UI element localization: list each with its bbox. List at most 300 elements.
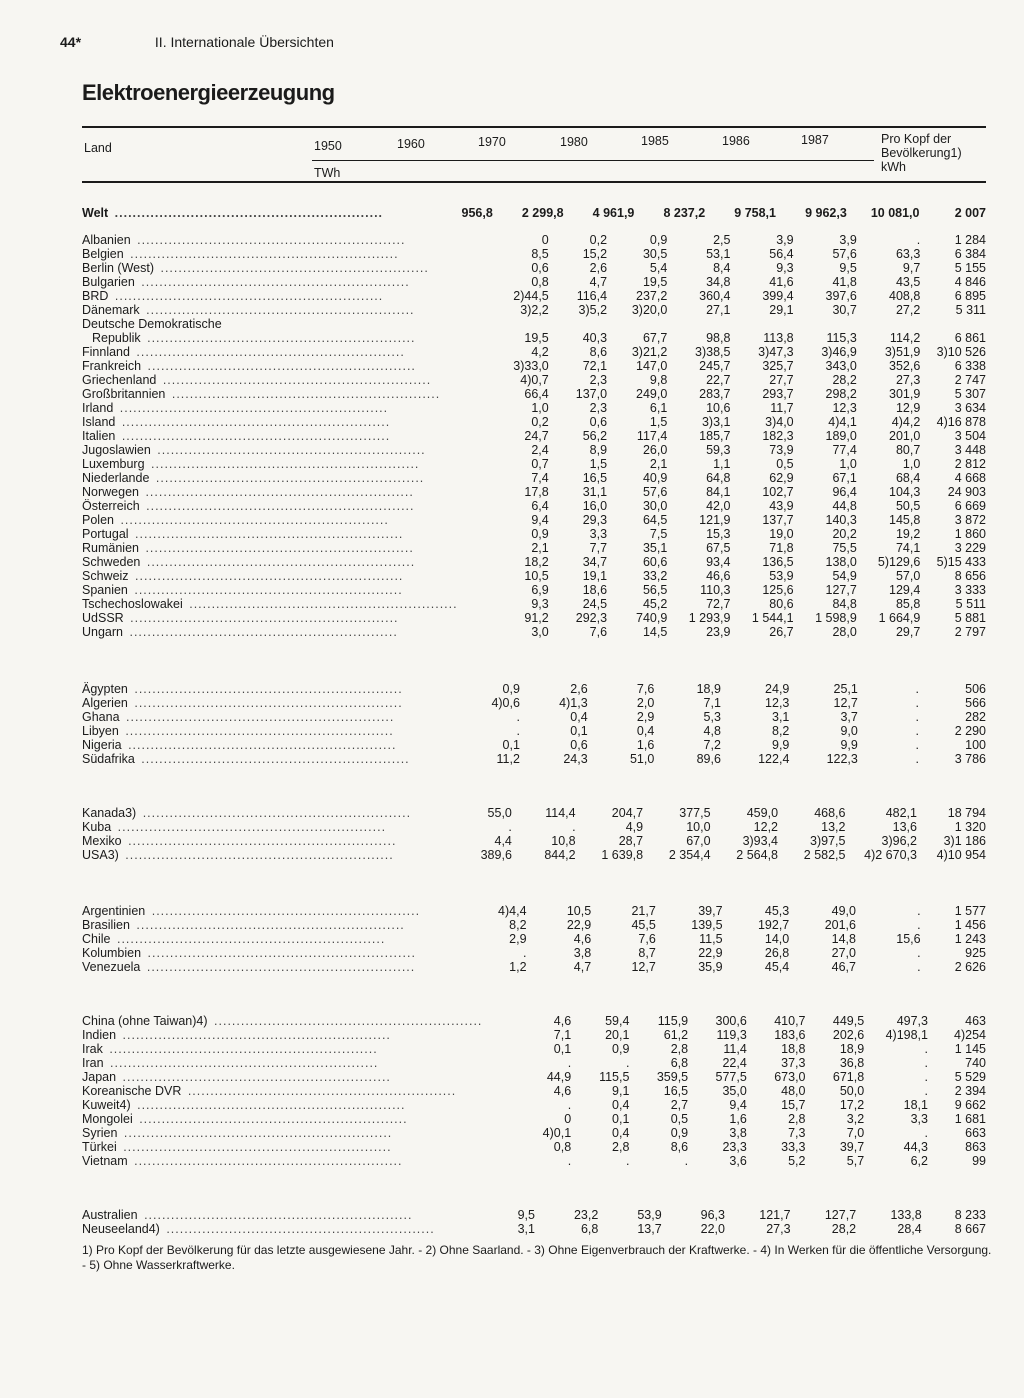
value-cell-1960: 0,4 (612, 1098, 630, 1112)
country-cell (82, 415, 458, 429)
country-cell (82, 597, 458, 611)
value-cell-1985: 325,7 (762, 359, 794, 373)
leader-dots: ............................................................ (123, 834, 397, 848)
value-cell-1980: 46,6 (706, 569, 731, 583)
value-cell-1960: 2,6 (570, 682, 588, 696)
value-cell-1980: 360,4 (699, 289, 731, 303)
value-cell-1985: 43,9 (769, 499, 794, 513)
value-cell-1960: 116,4 (576, 289, 608, 303)
value-cell-1980: 1 293,9 (688, 611, 731, 625)
value-cell-1986: 115,3 (826, 331, 857, 345)
value-cell-1986: 189,0 (825, 429, 857, 443)
table-row (82, 904, 986, 918)
value-cell-1980: 22,4 (722, 1056, 747, 1070)
value-cell-1985: 26,8 (764, 946, 790, 960)
value-cell-1985: 41,6 (769, 275, 794, 289)
leader-dots: ............................................................ (129, 1154, 403, 1168)
value-cell-1960: . (572, 820, 576, 834)
value-cell-1987: . (915, 710, 919, 724)
value-cell-1980: 3,8 (729, 1126, 747, 1140)
table-row (82, 527, 986, 541)
leader-dots: ............................................................ (134, 1112, 408, 1126)
value-cell-1960: 3,3 (589, 527, 608, 541)
value-cell-1970: 2,1 (649, 457, 668, 471)
value-cell-1987: 5)129,6 (877, 555, 921, 569)
country-cell (82, 527, 458, 541)
value-cell-1950: 91,2 (524, 611, 549, 625)
leader-dots: ............................................................ (140, 485, 414, 499)
value-cell-1985: 80,6 (769, 597, 794, 611)
table-row (82, 513, 986, 527)
value-cell-1980: 1,6 (729, 1112, 747, 1126)
value-cell-1950: 2,1 (531, 541, 549, 555)
leader-dots: ............................................................ (139, 1208, 413, 1222)
leader-dots: ............................................................ (147, 904, 421, 918)
value-cell-1987: 6,2 (910, 1154, 928, 1168)
value-cell-1986: 41,8 (832, 275, 857, 289)
value-cell-1987: 28,4 (897, 1222, 922, 1236)
leader-dots: ............................................................ (141, 303, 415, 317)
value-cell-1986: 140,3 (825, 513, 857, 527)
value-cell-1985: 102,7 (762, 485, 794, 499)
value-cell-1980: 8 237,2 (663, 206, 706, 220)
value-cell-1985: 11,7 (770, 401, 794, 415)
value-cell-1985: 14,0 (764, 932, 790, 946)
country-cell (82, 710, 410, 724)
leader-dots: ............................................................ (142, 555, 416, 569)
value-cell-1986: 127,7 (825, 583, 857, 597)
value-cell-per-capita: 1 456 (954, 918, 986, 932)
value-cell-per-capita: 2 394 (954, 1084, 986, 1098)
country-name: Polen (82, 513, 114, 527)
value-cell-1987: 352,6 (889, 359, 921, 373)
value-cell-1980: 59,3 (706, 443, 731, 457)
value-cell-1985: 9,3 (776, 261, 794, 275)
leader-dots: ............................................................ (113, 820, 387, 834)
country-cell (82, 1140, 482, 1154)
value-cell-1970: 33,2 (642, 569, 668, 583)
country-name: Kuweit4) (82, 1098, 131, 1112)
value-cell-1980: 9,4 (729, 1098, 747, 1112)
country-name: Australien (82, 1208, 138, 1222)
country-cell (82, 331, 458, 345)
value-cell-1987: 18,1 (903, 1098, 928, 1112)
value-cell-1980: 7,2 (703, 738, 721, 752)
leader-dots: ............................................................ (151, 471, 425, 485)
table-row (82, 247, 986, 261)
value-cell-1970: 8,7 (638, 946, 656, 960)
country-name: Griechenland (82, 373, 157, 387)
country-name: Tschechoslowakei (82, 597, 183, 611)
value-cell-per-capita: 1 681 (954, 1112, 986, 1126)
value-cell-1970 (607, 317, 667, 331)
country-cell (82, 1154, 482, 1168)
country-name: China (ohne Taiwan)4) (82, 1014, 208, 1028)
table-row (82, 1154, 986, 1168)
header-year-1986: 1986 (722, 134, 750, 148)
value-cell-1986: 138,0 (825, 555, 857, 569)
value-cell-1960: 2 299,8 (521, 206, 564, 220)
country-name: Japan (82, 1070, 117, 1084)
value-cell-1950: 4)0,6 (491, 696, 520, 710)
value-cell-1960: 8,9 (589, 443, 608, 457)
value-cell-1970: 8,6 (670, 1140, 689, 1154)
value-cell-per-capita: 1 860 (954, 527, 986, 541)
value-cell-1985: 399,4 (762, 289, 794, 303)
value-cell-per-capita: 463 (965, 1014, 986, 1028)
table-row (82, 499, 986, 513)
value-cell-1960: 1,5 (589, 457, 608, 471)
country-name: Kanada3) (82, 806, 137, 820)
value-cell-1970: 53,9 (637, 1208, 662, 1222)
value-cell-1970: 7,6 (638, 932, 656, 946)
value-cell-1950: 8,2 (509, 918, 527, 932)
table-row (82, 1084, 986, 1098)
value-cell-1970: 21,7 (631, 904, 656, 918)
value-cell-1987: 1,0 (902, 457, 921, 471)
value-cell-1985: 8,2 (772, 724, 790, 738)
country-name: Spanien (82, 583, 128, 597)
value-cell-per-capita: 2 797 (954, 625, 986, 639)
country-cell (82, 429, 458, 443)
country-cell (82, 1112, 482, 1126)
g3-table (82, 806, 986, 862)
value-cell-1987: 129,4 (889, 583, 921, 597)
country-name: Portugal (82, 527, 129, 541)
value-cell-per-capita: 3 504 (954, 429, 986, 443)
table-row (82, 429, 986, 443)
value-cell-1950: 0,6 (531, 261, 549, 275)
value-cell-1960: 72,1 (582, 359, 608, 373)
value-cell-1980: 10,0 (686, 820, 711, 834)
leader-dots: ............................................................ (117, 415, 391, 429)
value-cell-1980: 7,1 (703, 696, 721, 710)
value-cell-1970: 2,7 (670, 1098, 689, 1112)
value-cell-1986: 67,1 (832, 471, 857, 485)
value-cell-1970: 64,5 (642, 513, 668, 527)
value-cell-1970: 51,0 (629, 752, 655, 766)
value-cell-1970: 19,5 (642, 275, 668, 289)
value-cell-1980: 300,6 (715, 1014, 747, 1028)
value-cell-1950 (458, 317, 549, 331)
leader-dots: ............................................................ (104, 1042, 378, 1056)
value-cell-1960: 40,3 (582, 331, 608, 345)
value-cell-1986: 397,6 (825, 289, 857, 303)
value-cell-1950: 8,5 (531, 247, 549, 261)
value-cell-1950: 44,9 (546, 1070, 572, 1084)
country-cell (82, 946, 420, 960)
value-cell-1980: 93,4 (706, 555, 731, 569)
value-cell-1950: 17,8 (524, 485, 549, 499)
value-cell-per-capita: 3)10 526 (936, 345, 986, 359)
value-cell-1987: 19,2 (895, 527, 921, 541)
leader-dots: ............................................................ (129, 583, 403, 597)
value-cell-1985: 73,9 (769, 443, 794, 457)
country-cell (82, 1098, 482, 1112)
table-row (82, 611, 986, 625)
value-cell-1960: 844,2 (544, 848, 576, 862)
value-cell-1950: . (516, 710, 520, 724)
value-cell-per-capita: 5 881 (954, 611, 986, 625)
country-cell (82, 696, 410, 710)
value-cell-1950: 0,1 (502, 738, 520, 752)
value-cell-1985: 62,9 (769, 471, 794, 485)
value-cell-per-capita: 663 (965, 1126, 986, 1140)
country-name: Irak (82, 1042, 103, 1056)
country-cell (82, 738, 410, 752)
value-cell-1950: 6,4 (531, 499, 549, 513)
g6-table (82, 1208, 986, 1236)
value-cell-1987: . (915, 738, 919, 752)
value-cell-per-capita: 3 786 (954, 752, 986, 766)
value-cell-1970: 2,9 (636, 710, 655, 724)
leader-dots: ............................................................ (152, 443, 426, 457)
value-cell-1987: 4)4,2 (891, 415, 921, 429)
value-cell-1970: 204,7 (611, 806, 644, 820)
country-name: Belgien (82, 247, 124, 261)
value-cell-per-capita: 740 (965, 1056, 986, 1070)
value-cell-1970: 60,6 (642, 555, 668, 569)
value-cell-1986: 3)97,5 (810, 834, 846, 848)
value-cell-per-capita: 863 (965, 1140, 986, 1154)
value-cell-1987: 15,6 (896, 932, 921, 946)
g2-table (82, 682, 986, 766)
table-row (82, 1070, 986, 1084)
value-cell-1960: 6,8 (580, 1222, 599, 1236)
value-cell-1986: 671,8 (832, 1070, 865, 1084)
value-cell-1960: 16,0 (582, 499, 608, 513)
value-cell-1950: 4,4 (494, 834, 512, 848)
value-cell-1970: 30,0 (642, 499, 668, 513)
country-name: Niederlande (82, 471, 150, 485)
value-cell-1960: 34,7 (582, 555, 608, 569)
value-cell-per-capita: 2 290 (954, 724, 986, 738)
value-cell-1986: 77,4 (832, 443, 857, 457)
table-row (82, 625, 986, 639)
country-name: USA3) (82, 848, 119, 862)
leader-dots: ............................................................ (132, 1098, 406, 1112)
leader-dots: ............................................................ (146, 457, 420, 471)
value-cell-1986: 1 598,9 (815, 611, 857, 625)
value-cell-1980: 22,7 (706, 373, 731, 387)
value-cell-1950: 389,6 (480, 848, 512, 862)
value-cell-1980: 67,0 (686, 834, 711, 848)
value-cell-1960: 3)5,2 (578, 303, 608, 317)
country-cell (82, 1126, 482, 1140)
value-cell-1960: 7,6 (589, 625, 608, 639)
value-cell-1950: 18,2 (524, 555, 549, 569)
country-cell (82, 834, 411, 848)
country-cell (82, 485, 458, 499)
value-cell-1985: 2,8 (788, 1112, 806, 1126)
value-cell-per-capita: 5 529 (954, 1070, 986, 1084)
country-cell (82, 1014, 482, 1028)
value-cell-1950: . (508, 820, 512, 834)
value-cell-1987: 497,3 (896, 1014, 928, 1028)
value-cell-1970: 56,5 (642, 583, 668, 597)
value-cell-per-capita: 282 (965, 710, 986, 724)
value-cell-1987: 9,7 (902, 261, 921, 275)
value-cell-1985: 53,9 (769, 569, 794, 583)
value-cell-1970: 6,8 (670, 1056, 689, 1070)
value-cell-1980: 110,3 (700, 583, 731, 597)
value-cell-1986: 28,2 (832, 373, 857, 387)
value-cell-1986: 28,0 (832, 625, 857, 639)
value-cell-1970: 57,6 (642, 485, 668, 499)
value-cell-1950: 0,2 (531, 415, 549, 429)
value-cell-1960: 137,0 (575, 387, 608, 401)
country-cell (82, 457, 458, 471)
value-cell-1970: 13,7 (637, 1222, 662, 1236)
value-cell-1970: 28,7 (618, 834, 644, 848)
table-row (82, 303, 986, 317)
value-cell-per-capita: 6 384 (954, 247, 986, 261)
header-land: Land (84, 141, 112, 155)
value-cell-1987: 301,9 (889, 387, 921, 401)
value-cell-1950: 7,1 (553, 1028, 572, 1042)
value-cell-1987: 63,3 (895, 247, 921, 261)
value-cell-1950: 0 (564, 1112, 572, 1126)
value-cell-1986: 46,7 (831, 960, 856, 974)
country-name: Libyen (82, 724, 119, 738)
value-cell-1950: 3,0 (531, 625, 549, 639)
table-row (82, 806, 986, 820)
value-cell-1987: 104,3 (889, 485, 921, 499)
leader-dots: ............................................................ (184, 597, 458, 611)
value-cell-1986: 18,9 (839, 1042, 865, 1056)
value-cell-1985: 136,5 (762, 555, 794, 569)
country-cell (82, 401, 458, 415)
country-cell (82, 1028, 482, 1042)
value-cell-1980: 23,3 (722, 1140, 747, 1154)
value-cell-per-capita: 3)1 186 (943, 834, 986, 848)
value-cell-1987: 3)96,2 (881, 834, 917, 848)
value-cell-1960: 15,2 (582, 247, 608, 261)
value-cell-1987: 44,3 (903, 1140, 928, 1154)
value-cell-1970: 237,2 (636, 289, 668, 303)
value-cell-1987: 80,7 (895, 443, 921, 457)
value-cell-per-capita: 2 626 (954, 960, 986, 974)
value-cell-1987: . (917, 904, 921, 918)
value-cell-1950: 2,4 (531, 443, 549, 457)
value-cell-1980: 4,8 (703, 724, 721, 738)
value-cell-1986: 9,5 (839, 261, 857, 275)
value-cell-1986: 9,9 (840, 738, 858, 752)
value-cell-1985: 3,9 (776, 233, 794, 247)
value-cell-1950: 66,4 (524, 387, 549, 401)
value-cell-1980: 283,7 (699, 387, 731, 401)
leader-dots: ............................................................ (129, 696, 403, 710)
value-cell-1987 (857, 317, 920, 331)
value-cell-1970: 40,9 (642, 471, 668, 485)
table-row (82, 1056, 986, 1070)
value-cell-1950: 0 (541, 233, 549, 247)
table-row (82, 1222, 986, 1236)
country-cell (82, 443, 458, 457)
country-name: Mexiko (82, 834, 122, 848)
value-cell-1970: 35,1 (642, 541, 668, 555)
value-cell-1986: 20,2 (832, 527, 857, 541)
value-cell-1970: 45,5 (631, 918, 656, 932)
leader-dots: ............................................................ (119, 1126, 393, 1140)
value-cell-1970: 61,2 (663, 1028, 689, 1042)
value-cell-1980: 72,7 (706, 597, 731, 611)
country-name: Brasilien (82, 918, 130, 932)
value-cell-1950: 55,0 (487, 806, 512, 820)
g0-table (82, 206, 986, 220)
value-cell-1970: 1 639,8 (601, 848, 644, 862)
value-cell-per-capita: 506 (965, 682, 986, 696)
value-cell-1970: 359,5 (656, 1070, 689, 1084)
value-cell-1980: 245,7 (699, 359, 731, 373)
table-row (82, 918, 986, 932)
leader-dots: ............................................................ (183, 1084, 457, 1098)
value-cell-1950: 4,6 (553, 1014, 572, 1028)
leader-dots: ............................................................ (120, 724, 394, 738)
value-cell-1985: 45,4 (764, 960, 790, 974)
leader-dots: ............................................................ (115, 401, 389, 415)
value-cell-1960: 22,9 (566, 918, 592, 932)
table-row (82, 289, 986, 303)
value-cell-per-capita: 3 634 (954, 401, 986, 415)
value-cell-1985: 27,7 (769, 373, 794, 387)
value-cell-1970: 16,5 (663, 1084, 689, 1098)
value-cell-1986: 57,6 (832, 247, 857, 261)
header-per-capita-line2: Bevölkerung1) (881, 146, 962, 160)
value-cell-1986: 127,7 (824, 1208, 857, 1222)
country-cell (82, 820, 411, 834)
page-title: Elektroenergieerzeugung (82, 80, 335, 105)
value-cell-1987: . (917, 946, 921, 960)
value-cell-1980: 8,4 (713, 261, 731, 275)
value-cell-1980: 2 354,4 (668, 848, 711, 862)
value-cell-1960: 23,2 (573, 1208, 599, 1222)
leader-dots: ............................................................ (123, 738, 397, 752)
value-cell-1960 (549, 317, 607, 331)
value-cell-1986: 84,8 (832, 597, 857, 611)
value-cell-1985: 33,3 (781, 1140, 806, 1154)
leader-dots: ............................................................ (130, 569, 404, 583)
country-cell (82, 1070, 482, 1084)
leader-dots: ............................................................ (125, 611, 399, 625)
country-name: Bulgarien (82, 275, 135, 289)
country-cell (82, 724, 410, 738)
value-cell-1960: 0,6 (589, 415, 608, 429)
g1-table (82, 233, 986, 639)
value-cell-1985: 192,7 (757, 918, 790, 932)
value-cell-per-capita: 3 448 (954, 443, 986, 457)
leader-dots: ............................................................ (161, 1222, 435, 1236)
header-year-1985: 1985 (641, 134, 669, 148)
value-cell-per-capita: 8 656 (954, 569, 986, 583)
table-row (82, 932, 986, 946)
value-cell-1986: 12,7 (833, 696, 858, 710)
value-cell-1970: 147,0 (636, 359, 668, 373)
value-cell-1987: . (924, 1084, 928, 1098)
country-name: Rumänien (82, 541, 139, 555)
value-cell-1960: 0,1 (570, 724, 588, 738)
header-year-1987: 1987 (801, 133, 829, 147)
header-year-1960: 1960 (397, 137, 425, 151)
country-name: Irland (82, 401, 114, 415)
leader-dots: ............................................................ (140, 541, 414, 555)
country-cell (82, 1208, 435, 1222)
value-cell-1985: 9 758,1 (734, 206, 776, 220)
value-cell-1987: 1 664,9 (878, 611, 921, 625)
value-cell-1987: . (924, 1042, 928, 1056)
g5-table (82, 1014, 986, 1168)
table-row (82, 1112, 986, 1126)
